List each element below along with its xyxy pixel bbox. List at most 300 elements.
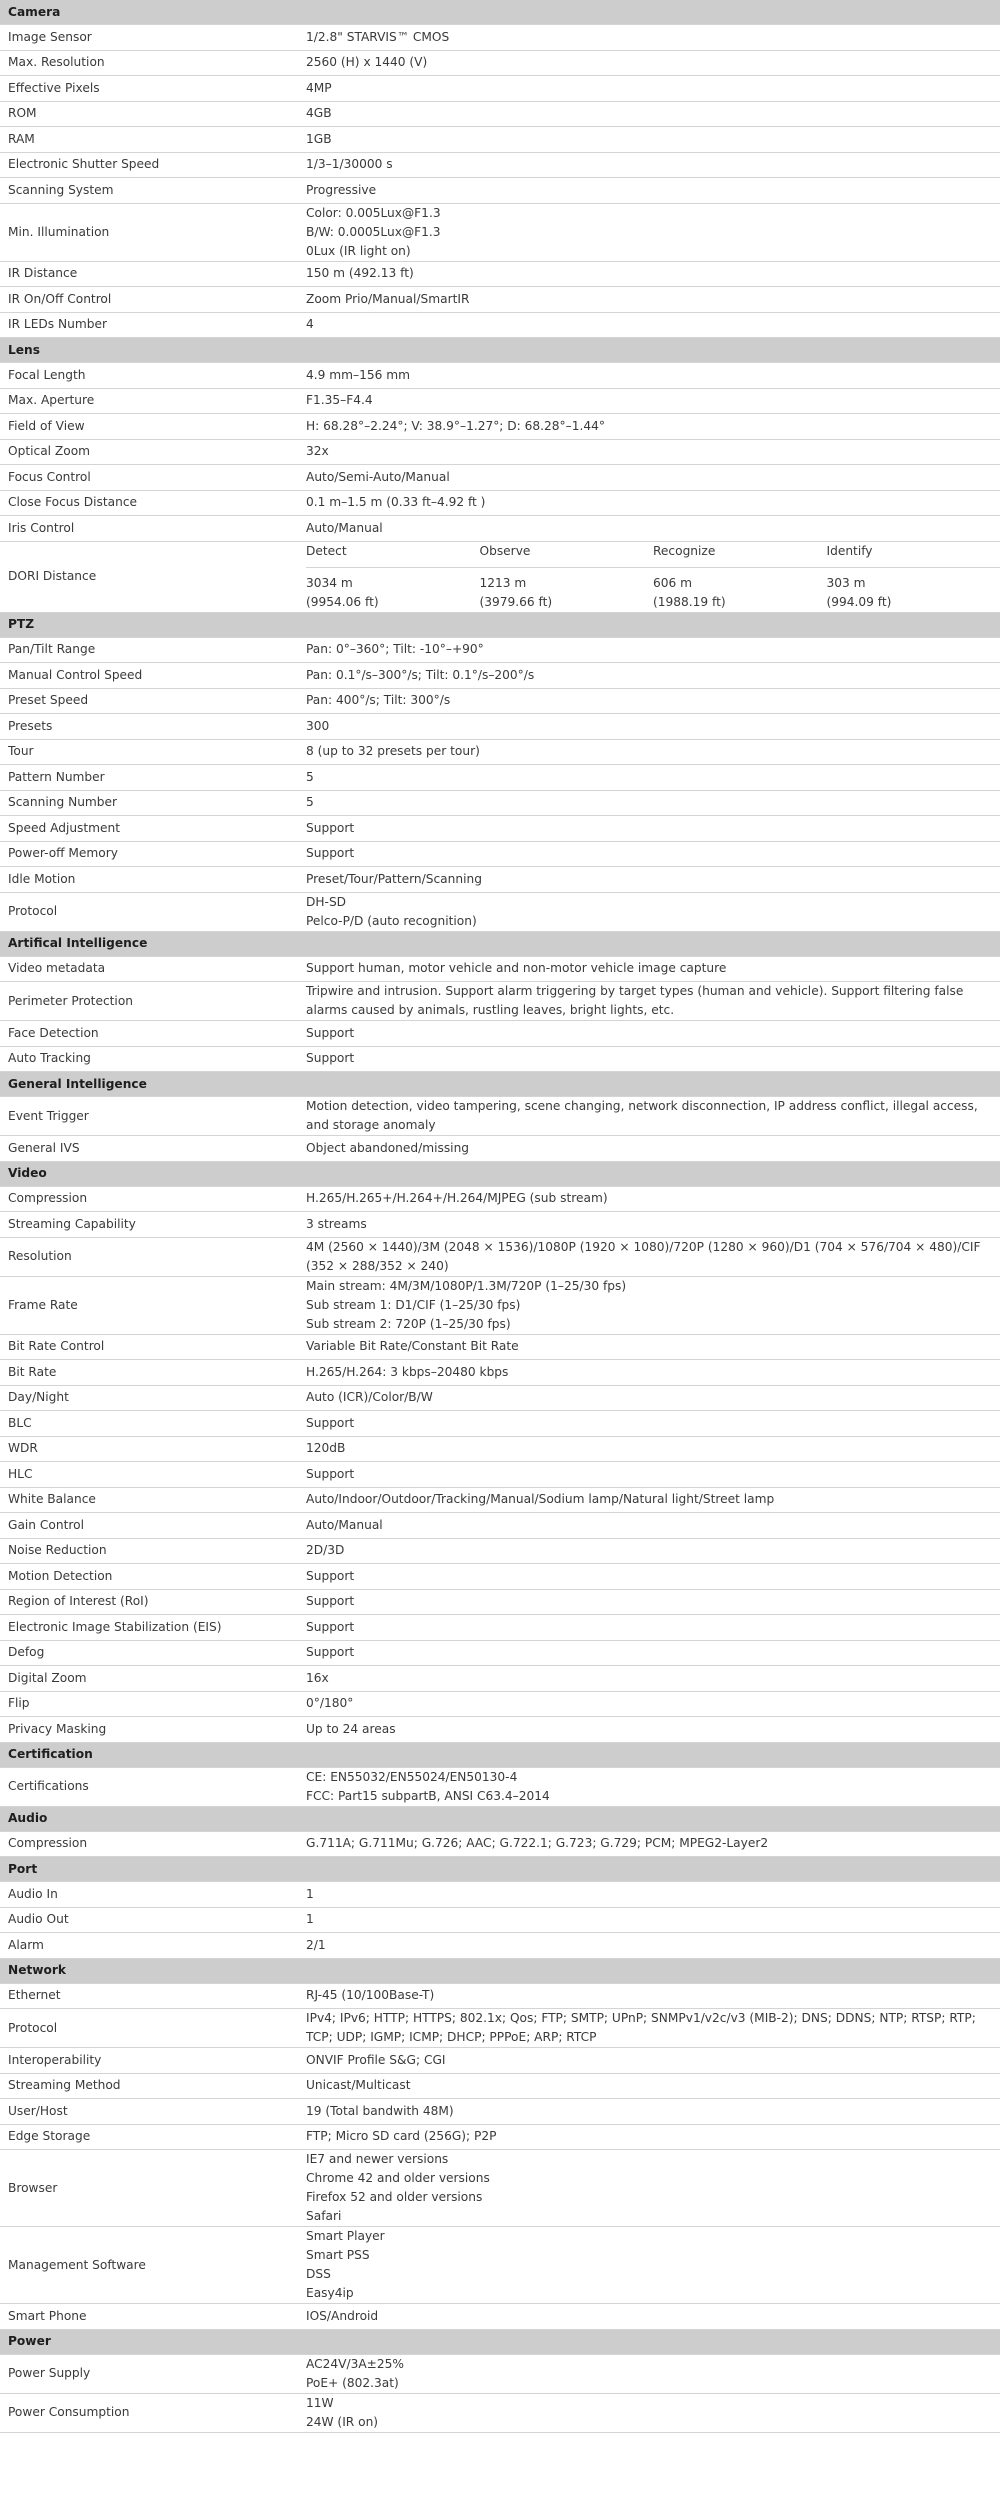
spec-value-line: Auto/Manual: [306, 1517, 383, 1532]
section-header-camera: [0, 0, 1000, 25]
spec-value: [298, 1436, 1000, 1462]
spec-value: [298, 982, 1000, 1021]
spec-label: Optical Zoom: [0, 439, 298, 465]
section-title: General Intelligence: [0, 1072, 1000, 1097]
spec-label: Resolution: [0, 1237, 298, 1276]
spec-label: White Balance: [0, 1487, 298, 1513]
spec-value-line: 4.9 mm–156 mm: [306, 367, 410, 382]
spec-value-line: 3 streams: [306, 1216, 367, 1231]
spec-value: [298, 892, 1000, 931]
spec-row: [0, 663, 1000, 689]
spec-label: Effective Pixels: [0, 76, 298, 102]
spec-value-line: Motion detection, video tampering, scene changing, network disconnection, IP address conflict, illegal access, and storage anomaly: [306, 1099, 978, 1132]
spec-label: Interoperability: [0, 2048, 298, 2074]
spec-value: [298, 1666, 1000, 1692]
spec-value: [298, 1767, 1000, 1806]
spec-value-line: 150 m (492.13 ft): [306, 266, 414, 281]
section-header-ptz: [0, 612, 1000, 637]
spec-value-line: 4GB: [306, 106, 332, 121]
spec-label: Electronic Image Stabilization (EIS): [0, 1615, 298, 1641]
spec-row: [0, 152, 1000, 178]
spec-value: [298, 1462, 1000, 1488]
dori-heading: Detect: [306, 542, 480, 568]
spec-row: [0, 816, 1000, 842]
spec-row: [0, 1615, 1000, 1641]
spec-row: [0, 414, 1000, 440]
spec-value-line: Auto/Manual: [306, 520, 383, 535]
spec-label: Event Trigger: [0, 1097, 298, 1136]
section-title: Video: [0, 1161, 1000, 1186]
spec-label: Certifications: [0, 1767, 298, 1806]
spec-value: [298, 1538, 1000, 1564]
spec-label: DORI Distance: [0, 541, 298, 612]
spec-value-line: Auto/Indoor/Outdoor/Tracking/Manual/Sodium lamp/Natural light/Street lamp: [306, 1492, 775, 1507]
spec-value: [298, 714, 1000, 740]
spec-value: [298, 101, 1000, 127]
spec-value: [298, 1385, 1000, 1411]
spec-value-line: 2D/3D: [306, 1543, 345, 1558]
spec-value-line: Pan: 0°–360°; Tilt: -10°–+90°: [306, 642, 484, 657]
spec-value-line: 1GB: [306, 131, 332, 146]
spec-row: [0, 790, 1000, 816]
spec-value: [298, 439, 1000, 465]
spec-label: Field of View: [0, 414, 298, 440]
dori-value-line: 3034 m: [306, 575, 353, 590]
spec-value-line: Pan: 0.1°/s–300°/s; Tilt: 0.1°/s–200°/s: [306, 667, 535, 682]
spec-value: [298, 1237, 1000, 1276]
spec-value: [298, 1212, 1000, 1238]
spec-value-line: Support: [306, 846, 355, 861]
spec-row: [0, 1276, 1000, 1334]
spec-value: [298, 465, 1000, 491]
spec-value-line: H.265/H.264: 3 kbps–20480 kbps: [306, 1364, 509, 1379]
spec-label: Scanning System: [0, 178, 298, 204]
spec-label: Scanning Number: [0, 790, 298, 816]
spec-value: [298, 541, 1000, 612]
spec-row: [0, 867, 1000, 893]
spec-value-line: Support: [306, 1051, 355, 1066]
spec-value-line: 120dB: [306, 1441, 346, 1456]
spec-value: [298, 2150, 1000, 2227]
spec-value: [298, 127, 1000, 153]
spec-label: IR On/Off Control: [0, 287, 298, 313]
spec-value-line: Sub stream 2: 720P (1–25/30 fps): [306, 1316, 511, 1331]
spec-row: [0, 50, 1000, 76]
section-title: Port: [0, 1857, 1000, 1882]
section-header-audio: [0, 1806, 1000, 1831]
spec-row: [0, 1462, 1000, 1488]
spec-value: [298, 1564, 1000, 1590]
section-title: Lens: [0, 338, 1000, 363]
spec-label: Focal Length: [0, 363, 298, 389]
spec-row: [0, 956, 1000, 982]
spec-row: [0, 739, 1000, 765]
spec-value-line: Object abandoned/missing: [306, 1140, 470, 1155]
spec-row: [0, 1717, 1000, 1743]
dori-heading: Recognize: [653, 542, 827, 568]
dori-value-line: (1988.19 ft): [653, 594, 726, 609]
spec-label: Bit Rate Control: [0, 1334, 298, 1360]
spec-value-line: 19 (Total bandwith 48M): [306, 2103, 454, 2118]
spec-row: [0, 1767, 1000, 1806]
spec-label: General IVS: [0, 1136, 298, 1162]
spec-row: [0, 1046, 1000, 1072]
spec-value: [298, 816, 1000, 842]
spec-value: [298, 956, 1000, 982]
spec-row: [0, 127, 1000, 153]
spec-value-line: Support: [306, 1645, 355, 1660]
dori-value-line: 606 m: [653, 575, 693, 590]
spec-label: Auto Tracking: [0, 1046, 298, 1072]
spec-row: [0, 892, 1000, 931]
spec-row: [0, 1487, 1000, 1513]
spec-value: [298, 50, 1000, 76]
spec-value: [298, 414, 1000, 440]
spec-label: Iris Control: [0, 516, 298, 542]
section-header-network: [0, 1958, 1000, 1983]
spec-label: Video metadata: [0, 956, 298, 982]
spec-value: [298, 2393, 1000, 2432]
spec-value: [298, 2073, 1000, 2099]
spec-value: [298, 841, 1000, 867]
spec-label: Close Focus Distance: [0, 490, 298, 516]
spec-value-line: Unicast/Multicast: [306, 2078, 411, 2093]
spec-value: [298, 1691, 1000, 1717]
spec-row: [0, 2304, 1000, 2330]
spec-value-line: DH-SD: [306, 894, 347, 909]
spec-label: Smart Phone: [0, 2304, 298, 2330]
spec-value-line: Support human, motor vehicle and non-motor vehicle image capture: [306, 961, 727, 976]
dori-value: [827, 574, 1000, 612]
spec-label: Audio In: [0, 1882, 298, 1908]
spec-value-line: 1: [306, 1912, 314, 1927]
spec-row: [0, 178, 1000, 204]
spec-label: Noise Reduction: [0, 1538, 298, 1564]
spec-value: [298, 2048, 1000, 2074]
spec-value: [298, 76, 1000, 102]
spec-row: [0, 765, 1000, 791]
spec-label: Image Sensor: [0, 25, 298, 51]
spec-value-line: Chrome 42 and older versions: [306, 2171, 490, 2185]
spec-label: Pan/Tilt Range: [0, 637, 298, 663]
spec-row: [0, 1640, 1000, 1666]
spec-value-line: Support: [306, 1619, 355, 1634]
spec-label: Power Supply: [0, 2354, 298, 2393]
spec-value-line: F1.35–F4.4: [306, 393, 373, 408]
dori-value: [653, 574, 827, 612]
spec-label: Gain Control: [0, 1513, 298, 1539]
spec-row: [0, 76, 1000, 102]
spec-value-line: 16x: [306, 1670, 329, 1685]
spec-value: [298, 1136, 1000, 1162]
spec-row: [0, 203, 1000, 261]
spec-value-line: RJ-45 (10/100Base-T): [306, 1988, 435, 2003]
spec-value: [298, 1640, 1000, 1666]
spec-value-line: Support: [306, 1594, 355, 1609]
spec-label: Protocol: [0, 892, 298, 931]
spec-label: Presets: [0, 714, 298, 740]
spec-row: [0, 2099, 1000, 2125]
section-title: Camera: [0, 0, 1000, 25]
spec-row: [0, 1691, 1000, 1717]
spec-value-line: ONVIF Profile S&G; CGI: [306, 2052, 446, 2067]
dori-value-line: (9954.06 ft): [306, 594, 379, 609]
spec-row: [0, 25, 1000, 51]
spec-value-line: Pan: 400°/s; Tilt: 300°/s: [306, 693, 451, 708]
spec-label: Compression: [0, 1831, 298, 1857]
spec-row: [0, 1882, 1000, 1908]
spec-value: [298, 178, 1000, 204]
spec-value: [298, 203, 1000, 261]
spec-value: [298, 261, 1000, 287]
spec-label: Pattern Number: [0, 765, 298, 791]
spec-label: Region of Interest (RoI): [0, 1589, 298, 1615]
spec-value-line: 1/3–1/30000 s: [306, 157, 393, 172]
spec-value-line: Easy4ip: [306, 2286, 354, 2300]
spec-label: Motion Detection: [0, 1564, 298, 1590]
spec-value: [298, 688, 1000, 714]
spec-label: BLC: [0, 1411, 298, 1437]
spec-value-line: 8 (up to 32 presets per tour): [306, 744, 480, 759]
section-header-lens: [0, 338, 1000, 363]
spec-value: [298, 1907, 1000, 1933]
spec-value-line: Zoom Prio/Manual/SmartIR: [306, 291, 470, 306]
spec-row: [0, 490, 1000, 516]
spec-row: [0, 287, 1000, 313]
spec-row: [0, 516, 1000, 542]
spec-label: Max. Aperture: [0, 388, 298, 414]
spec-row: [0, 261, 1000, 287]
spec-value: [298, 765, 1000, 791]
spec-label: Digital Zoom: [0, 1666, 298, 1692]
spec-value-line: AC24V/3A±25%: [306, 2356, 404, 2371]
spec-label: Streaming Method: [0, 2073, 298, 2099]
spec-value-line: Smart Player: [306, 2229, 385, 2243]
spec-row: [0, 2048, 1000, 2074]
spec-row: [0, 1237, 1000, 1276]
spec-value-line: Variable Bit Rate/Constant Bit Rate: [306, 1339, 519, 1354]
dori-heading: Identify: [827, 542, 1000, 568]
spec-label: ROM: [0, 101, 298, 127]
spec-value-line: Up to 24 areas: [306, 1721, 396, 1736]
spec-value: [298, 1360, 1000, 1386]
spec-value: [298, 516, 1000, 542]
spec-value-line: Support: [306, 820, 355, 835]
spec-label: Min. Illumination: [0, 203, 298, 261]
spec-value: [298, 1334, 1000, 1360]
spec-label: WDR: [0, 1436, 298, 1462]
spec-value: [298, 2099, 1000, 2125]
spec-value: [298, 1411, 1000, 1437]
spec-value: [298, 1186, 1000, 1212]
dori-value: [480, 574, 654, 612]
spec-value-line: Sub stream 1: D1/CIF (1–25/30 fps): [306, 1297, 521, 1312]
section-title: Certification: [0, 1742, 1000, 1767]
spec-value-line: Firefox 52 and older versions: [306, 2190, 483, 2204]
spec-value-line: 32x: [306, 444, 329, 459]
spec-value-line: IPv4; IPv6; HTTP; HTTPS; 802.1x; Qos; FTP; SMTP; UPnP; SNMPv1/v2c/v3 (MIB-2); DNS; DDNS; NTP; RTSP; RTP; TCP; UDP; IGMP; ICMP; DHCP; PPPoE; ARP; RTCP: [306, 2011, 976, 2044]
spec-value-line: 24W (IR on): [306, 2414, 379, 2429]
spec-label: Electronic Shutter Speed: [0, 152, 298, 178]
spec-value-line: DSS: [306, 2267, 331, 2281]
spec-row: [0, 2227, 1000, 2304]
spec-value: [298, 663, 1000, 689]
spec-label: Frame Rate: [0, 1276, 298, 1334]
spec-row: [0, 1907, 1000, 1933]
spec-value: [298, 637, 1000, 663]
spec-value-line: B/W: 0.0005Lux@F1.3: [306, 224, 441, 239]
spec-value-line: IE7 and newer versions: [306, 2152, 449, 2166]
spec-label: Edge Storage: [0, 2124, 298, 2150]
spec-label: Power Consumption: [0, 2393, 298, 2432]
spec-row: [0, 1360, 1000, 1386]
section-title: Power: [0, 2329, 1000, 2354]
spec-value: [298, 867, 1000, 893]
spec-value: [298, 25, 1000, 51]
spec-label: Max. Resolution: [0, 50, 298, 76]
spec-value-line: Main stream: 4M/3M/1080P/1.3M/720P (1–25/30 fps): [306, 1278, 627, 1293]
spec-value-line: Support: [306, 1466, 355, 1481]
spec-value-line: H.265/H.265+/H.264+/H.264/MJPEG (sub stream): [306, 1191, 608, 1206]
spec-value-line: PoE+ (802.3at): [306, 2375, 399, 2390]
spec-row: [0, 1513, 1000, 1539]
spec-row: [0, 2393, 1000, 2432]
spec-value: [298, 1717, 1000, 1743]
spec-label: Idle Motion: [0, 867, 298, 893]
spec-row: [0, 1831, 1000, 1857]
spec-value: [298, 287, 1000, 313]
spec-value-line: Preset/Tour/Pattern/Scanning: [306, 871, 482, 886]
spec-value-line: Auto/Semi-Auto/Manual: [306, 469, 450, 484]
spec-row: [0, 1021, 1000, 1047]
spec-value: [298, 2354, 1000, 2393]
spec-row: [0, 1097, 1000, 1136]
spec-row: [0, 101, 1000, 127]
spec-value-line: 4: [306, 317, 314, 332]
spec-label: Protocol: [0, 2009, 298, 2048]
spec-row: [0, 541, 1000, 612]
spec-row: [0, 312, 1000, 338]
section-title: Network: [0, 1958, 1000, 1983]
spec-label: Tour: [0, 739, 298, 765]
spec-value-line: 300: [306, 718, 330, 733]
spec-value-line: CE: EN55032/EN55024/EN50130-4: [306, 1769, 518, 1784]
spec-value-line: 11W: [306, 2395, 334, 2410]
spec-value-line: 4M (2560 × 1440)/3M (2048 × 1536)/1080P (1920 × 1080)/720P (1280 × 960)/D1 (704 × 576/704 × 480)/CIF (352 × 288/352 × 240): [306, 1239, 981, 1273]
spec-value-line: 4MP: [306, 80, 332, 95]
spec-row: [0, 1186, 1000, 1212]
spec-label: Perimeter Protection: [0, 982, 298, 1021]
spec-row: [0, 388, 1000, 414]
spec-value-line: IOS/Android: [306, 2308, 379, 2323]
spec-row: [0, 439, 1000, 465]
spec-value: [298, 1615, 1000, 1641]
spec-value: [298, 1513, 1000, 1539]
spec-value-line: 0Lux (IR light on): [306, 243, 411, 258]
section-header-power: [0, 2329, 1000, 2354]
spec-value-line: Auto (ICR)/Color/B/W: [306, 1390, 433, 1405]
dori-value-line: (994.09 ft): [826, 594, 892, 609]
spec-label: RAM: [0, 127, 298, 153]
section-header-artifical-intelligence: [0, 931, 1000, 956]
spec-value-line: 1/2.8" STARVIS™ CMOS: [306, 29, 450, 44]
spec-value-line: 5: [306, 795, 314, 810]
spec-value: [298, 790, 1000, 816]
spec-row: [0, 1983, 1000, 2009]
spec-value-line: Support: [306, 1025, 355, 1040]
spec-value: [298, 388, 1000, 414]
spec-value-line: 0.1 m–1.5 m (0.33 ft–4.92 ft ): [306, 495, 486, 510]
spec-value: [298, 2227, 1000, 2304]
spec-value: [298, 1021, 1000, 1047]
spec-row: [0, 688, 1000, 714]
spec-label: Manual Control Speed: [0, 663, 298, 689]
spec-label: IR LEDs Number: [0, 312, 298, 338]
dori-value-line: 1213 m: [479, 575, 527, 590]
spec-value-line: FCC: Part15 subpartB, ANSI C63.4–2014: [306, 1788, 550, 1803]
spec-label: Ethernet: [0, 1983, 298, 2009]
spec-row: [0, 1538, 1000, 1564]
spec-label: Day/Night: [0, 1385, 298, 1411]
spec-label: Privacy Masking: [0, 1717, 298, 1743]
spec-value: [298, 1589, 1000, 1615]
spec-row: [0, 1385, 1000, 1411]
spec-value: [298, 2304, 1000, 2330]
spec-row: [0, 1411, 1000, 1437]
spec-label: Flip: [0, 1691, 298, 1717]
spec-row: [0, 1933, 1000, 1959]
dori-value: [306, 574, 480, 612]
section-title: PTZ: [0, 612, 1000, 637]
spec-value-line: Safari: [306, 2209, 342, 2223]
spec-label: Power-off Memory: [0, 841, 298, 867]
spec-value-line: Support: [306, 1415, 355, 1430]
spec-label: HLC: [0, 1462, 298, 1488]
dori-grid: [306, 542, 1000, 612]
dori-value-line: (3979.66 ft): [479, 594, 553, 609]
spec-row: [0, 2073, 1000, 2099]
spec-row: [0, 1334, 1000, 1360]
spec-row: [0, 2009, 1000, 2048]
spec-label: Face Detection: [0, 1021, 298, 1047]
section-header-port: [0, 1857, 1000, 1882]
spec-label: Bit Rate: [0, 1360, 298, 1386]
spec-value: [298, 1933, 1000, 1959]
spec-value: [298, 152, 1000, 178]
spec-value: [298, 739, 1000, 765]
spec-value-line: Progressive: [306, 182, 377, 197]
spec-label: IR Distance: [0, 261, 298, 287]
spec-row: [0, 2354, 1000, 2393]
spec-value-line: 2560 (H) x 1440 (V): [306, 55, 428, 70]
spec-row: [0, 1136, 1000, 1162]
spec-value-line: 1: [306, 1886, 314, 1901]
spec-label: Management Software: [0, 2227, 298, 2304]
spec-value: [298, 1831, 1000, 1857]
spec-label: Speed Adjustment: [0, 816, 298, 842]
spec-value-line: 2/1: [306, 1937, 326, 1952]
spec-value: [298, 312, 1000, 338]
spec-label: Alarm: [0, 1933, 298, 1959]
spec-value-line: FTP; Micro SD card (256G); P2P: [306, 2129, 497, 2144]
spec-value-line: Support: [306, 1568, 355, 1583]
spec-value-line: Color: 0.005Lux@F1.3: [306, 205, 441, 220]
spec-value: [298, 1276, 1000, 1334]
spec-row: [0, 465, 1000, 491]
spec-value-line: Pelco-P/D (auto recognition): [306, 913, 477, 928]
spec-label: Audio Out: [0, 1907, 298, 1933]
spec-row: [0, 1589, 1000, 1615]
